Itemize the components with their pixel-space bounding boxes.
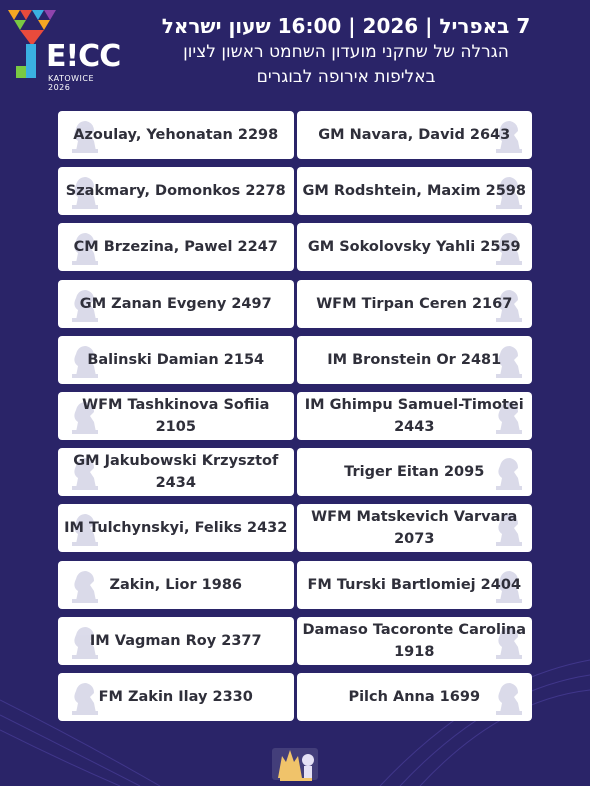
player-left-card (58, 617, 294, 665)
pairings-list (58, 111, 532, 729)
club-chess-logo-icon (268, 742, 322, 782)
championship-name: באליפות אירופה לבוגרים (256, 67, 436, 87)
player-name: GM Zanan Evgeny 2497 (79, 295, 272, 312)
player-right-card (297, 504, 533, 552)
player-name: Balinski Damian 2154 (87, 351, 265, 368)
player-name: GM Sokolovsky Yahli 2559 (307, 239, 521, 256)
ecc-logo (6, 6, 121, 92)
player-name: WFM Tashkinova Sofiia 2105 (82, 396, 270, 435)
player-left-card (58, 448, 294, 496)
player-name: Zakin, Lior 1986 (109, 576, 243, 593)
pairing-row (58, 448, 532, 496)
draw-title: הגרלה של שחקני מועדון השחמט ראשון לציון (183, 42, 509, 62)
pairing-row (58, 617, 532, 665)
header (116, 12, 576, 90)
player-left-card (58, 167, 294, 215)
chess-pieces-icon (488, 452, 528, 492)
player-right-card (297, 280, 533, 328)
player-name: IM Bronstein Or 2481 (327, 351, 502, 368)
pairing-row (58, 504, 532, 552)
player-left-card (58, 561, 294, 609)
logo-subtitle: KATOWICE 2026 (48, 74, 95, 92)
player-name: Azoulay, Yehonatan 2298 (73, 127, 279, 143)
player-name: CM Brzezina, Pawel 2247 (73, 239, 278, 256)
player-right-card (297, 392, 533, 440)
player-name: GM Rodshtein, Maxim 2598 (302, 183, 526, 200)
pairing-row (58, 561, 532, 609)
player-left-card (58, 336, 294, 384)
pairing-row (58, 392, 532, 440)
player-right-card (297, 448, 533, 496)
player-name: WFM Matskevich Varvara 2073 (311, 509, 518, 548)
pairing-row (58, 280, 532, 328)
player-left-card (58, 673, 294, 721)
player-name: Szakmary, Domonkos 2278 (65, 183, 286, 200)
player-name: IM Ghimpu Samuel-Timotei 2443 (304, 396, 524, 435)
pairing-row (58, 167, 532, 215)
pairing-row (58, 336, 532, 384)
player-right-card (297, 223, 533, 271)
player-right-card (297, 111, 533, 159)
player-left-card (58, 280, 294, 328)
player-left-card (58, 392, 294, 440)
chess-pieces-icon (488, 677, 528, 717)
player-name: GM Navara, David 2643 (318, 127, 511, 143)
player-right-card (297, 561, 533, 609)
event-date-time: 7 באפריל | 2026 | 16:00 שעון ישראל (161, 14, 531, 38)
player-name: IM Tulchynskyi, Feliks 2432 (64, 520, 288, 537)
player-right-card (297, 617, 533, 665)
player-name: FM Zakin Ilay 2330 (98, 688, 253, 705)
pairing-row (58, 223, 532, 271)
player-name: WFM Tirpan Ceren 2167 (316, 295, 513, 312)
player-right-card (297, 673, 533, 721)
player-left-card (58, 111, 294, 159)
player-name: Pilch Anna 1699 (348, 688, 481, 705)
logo-name: E!CC (46, 39, 121, 74)
player-left-card (58, 223, 294, 271)
player-name: GM Jakubowski Krzysztof 2434 (73, 453, 279, 492)
player-right-card (297, 167, 533, 215)
player-left-card (58, 504, 294, 552)
player-name: IM Vagman Roy 2377 (89, 632, 262, 649)
player-name: FM Turski Bartlomiej 2404 (307, 576, 522, 593)
player-name: Triger Eitan 2095 (344, 464, 485, 481)
player-right-card (297, 336, 533, 384)
pairing-row (58, 111, 532, 159)
player-name: Damaso Tacoronte Carolina 1918 (302, 621, 527, 660)
pairing-row (58, 673, 532, 721)
chess-pieces-icon (64, 565, 104, 605)
